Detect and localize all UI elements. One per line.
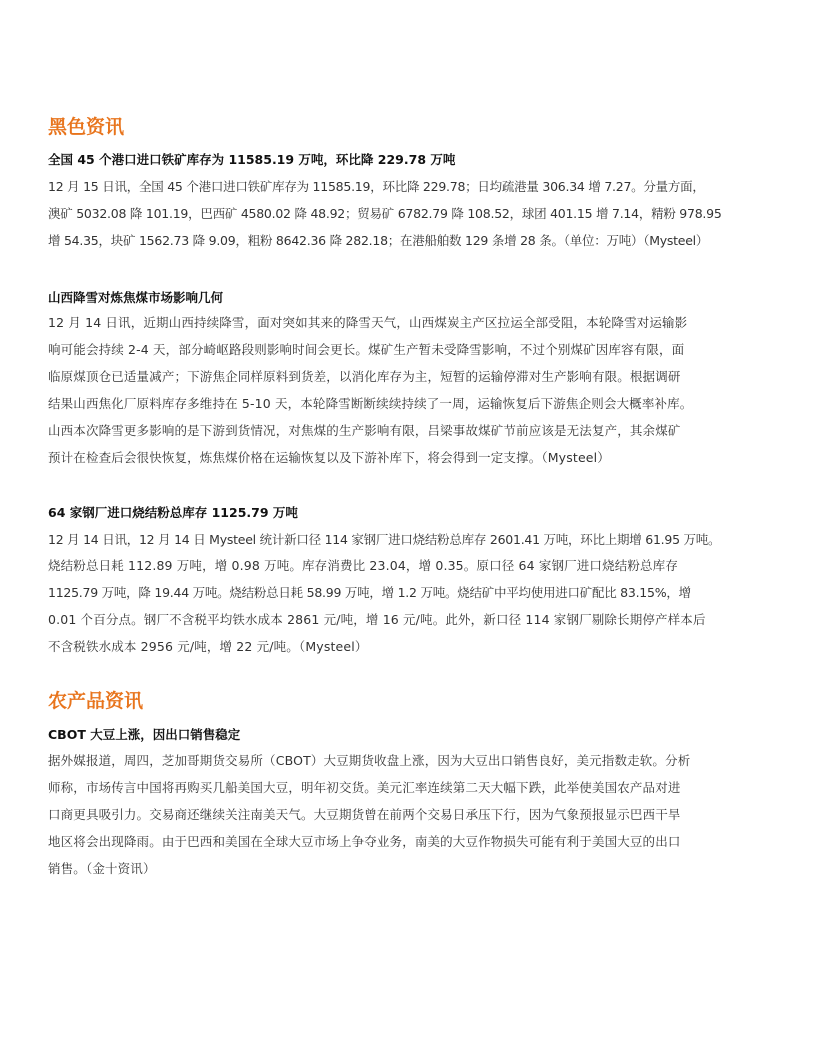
article-body-line: 烧结粉总日耗 112.89 万吨，增 0.98 万吨。库存消费比 23.04，增 0.35。原口径 64 家钢厂进口烧结粉总库存 bbox=[48, 558, 678, 573]
article-body-line: 响可能会持续 2-4 天，部分崎岖路段则影响时间会更长。煤矿生产暂未受降雪影响，不过个别煤矿因库容有限，面 bbox=[48, 342, 685, 357]
article-body-line: 地区将会出现降雨。由于巴西和美国在全球大豆市场上争夺业务，南美的大豆作物损失可能有利于美国大豆的出口 bbox=[48, 834, 681, 849]
article-body-line: 12 月 14 日讯，近期山西持续降雪，面对突如其来的降雪天气，山西煤炭主产区拉运全部受阻，本轮降雪对运输影 bbox=[48, 315, 688, 330]
article-body-line: 临原煤顶仓已适量减产；下游焦企同样原料到货差，以消化库存为主，短暂的运输停滞对生产影响有限。根据调研 bbox=[48, 369, 681, 384]
article-body-line: 山西本次降雪更多影响的是下游到货情况，对焦煤的生产影响有限，吕梁事故煤矿节前应该是无法复产，其余煤矿 bbox=[48, 423, 681, 438]
section-title-black: 黑色资讯 bbox=[48, 116, 125, 138]
article-headline-shanxi-snow: 山西降雪对炼焦煤市场影响几何 bbox=[48, 290, 224, 305]
article-body-line: 0.01 个百分点。钢厂不含税平均铁水成本 2861 元/吨，增 16 元/吨。此外，新口径 114 家钢厂剔除长期停产样本后 bbox=[48, 612, 706, 627]
section-title-agri: 农产品资讯 bbox=[48, 690, 144, 712]
article-body-line: 口商更具吸引力。交易商还继续关注南美天气。大豆期货曾在前两个交易日承压下行，因为气象预报显示巴西干旱 bbox=[48, 807, 681, 822]
article-body-line: 增 54.35，块矿 1562.73 降 9.09，粗粉 8642.36 降 282.18；在港船舶数 129 条增 28 条。（单位：万吨）（Mysteel） bbox=[48, 233, 709, 248]
article-body-line: 1125.79 万吨，降 19.44 万吨。烧结粉总日耗 58.99 万吨，增 1.2 万吨。烧结矿中平均使用进口矿配比 83.15%，增 bbox=[48, 585, 691, 600]
article-body-line: 销售。（金十资讯） bbox=[48, 861, 156, 876]
article-headline-iron-ore: 全国 45 个港口进口铁矿库存为 11585.19 万吨，环比降 229.78 万吨 bbox=[48, 152, 456, 167]
article-headline-sinter-stock: 64 家钢厂进口烧结粉总库存 1125.79 万吨 bbox=[48, 505, 298, 520]
article-body-line: 12 月 15 日讯，全国 45 个港口进口铁矿库存为 11585.19，环比降 229.78；日均疏港量 306.34 增 7.27。分量方面， bbox=[48, 179, 705, 194]
article-body-line: 据外媒报道，周四，芝加哥期货交易所（CBOT）大豆期货收盘上涨，因为大豆出口销售良好，美元指数走软。分析 bbox=[48, 753, 691, 768]
article-body-line: 澳矿 5032.08 降 101.19，巴西矿 4580.02 降 48.92；贸易矿 6782.79 降 108.52，球团 401.15 增 7.14，精粉 978.95 bbox=[48, 206, 722, 221]
article-body-line: 不含税铁水成本 2956 元/吨，增 22 元/吨。（Mysteel） bbox=[48, 639, 368, 654]
article-headline-cbot-soybean: CBOT 大豆上涨，因出口销售稳定 bbox=[48, 727, 241, 742]
article-body-line: 师称，市场传言中国将再购买几船美国大豆，明年初交货。美元汇率连续第二天大幅下跌，此举使美国农产品对进 bbox=[48, 780, 681, 795]
article-body-line: 预计在检查后会很快恢复，炼焦煤价格在运输恢复以及下游补库下，将会得到一定支撑。（Mysteel） bbox=[48, 450, 610, 465]
article-body-line: 12 月 14 日讯，12 月 14 日 Mysteel 统计新口径 114 家钢厂进口烧结粉总库存 2601.41 万吨，环比上期增 61.95 万吨。 bbox=[48, 532, 721, 547]
article-body-line: 结果山西焦化厂原料库存多维持在 5-10 天，本轮降雪断断续续持续了一周，运输恢复后下游焦企则会大概率补库。 bbox=[48, 396, 693, 411]
